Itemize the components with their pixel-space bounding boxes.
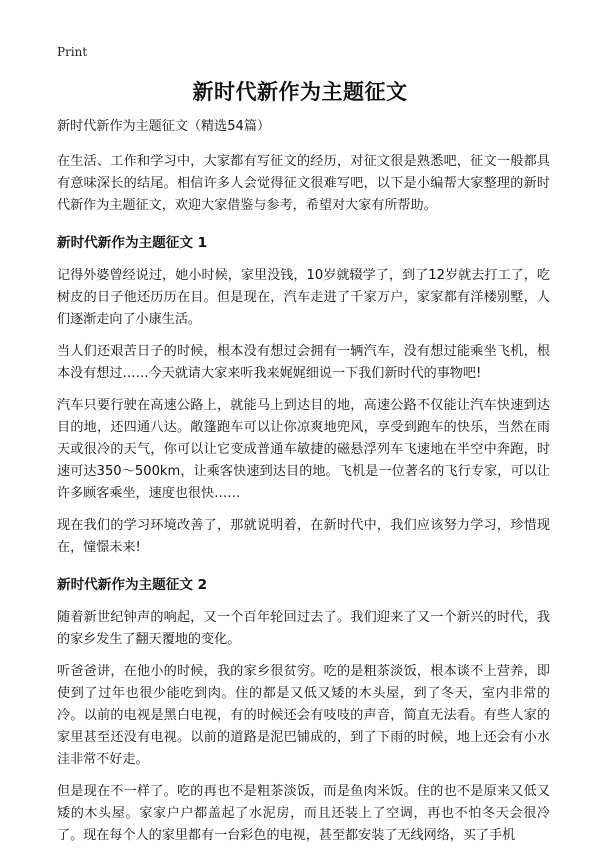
paragraph: 但是现在不一样了。吃的再也不是粗茶淡饭，而是鱼肉米饭。住的也不是原来又低又矮的木头屋。家家户户都盖起了水泥房，而且还装上了空调，再也不怕冬天会很冷了。现在每个人的家里都有一台彩色的电视，甚至都安装了无线网络，买了手机 [57,784,550,843]
paragraph: 听爸爸讲，在他小的时候，我的家乡很贫穷。吃的是粗茶淡饭，根本谈不上营养，即使到了过年也很少能吃到肉。住的都是又低又矮的木头屋，到了冬天，室内非常的冷。以前的电视是黑白电视，有的时候还会有吱吱的声音，简直无法看。有些人家的家里甚至还没有电视。以前的道路是泥巴铺成的，到了下雨的时候，地上还会有小水洼非常不好走。 [57,664,550,767]
article-body [57,116,550,857]
essay-section-1 [57,232,550,559]
page-title: 新时代新作为主题征文 [192,80,408,104]
intro-paragraph: 在生活、工作和学习中，大家都有写征文的经历，对征文很是熟悉吧，征文一般都具有意味深长的结尾。相信许多人会觉得征文很难写吧，以下是小编帮大家整理的新时代新作为主题征文，欢迎大家借鉴与参考，希望对大家有所帮助。 [57,154,550,213]
paragraph: 汽车只要行驶在高速公路上，就能马上到达目的地，高速公路不仅能让汽车快速到达目的地，还四通八达。敞篷跑车可以让你凉爽地兜风，享受到跑车的快乐，当然在雨天或很冷的天气，你可以让它变成普通车敏捷的磁悬浮列车飞速地在半空中奔跑，时速可达350～500km，让乘客快速到达目的地。飞机是一位著名的飞行专家，可以让许多顾客乘坐，速度也很快…… [57,398,550,501]
section-heading: 新时代新作为主题征文 2 [57,577,208,593]
paragraph: 随着新世纪钟声的响起，又一个百年轮回过去了。我们迎来了又一个新兴的时代，我的家乡发生了翻天覆地的变化。 [57,610,550,647]
paragraph: 现在我们的学习环境改善了，那就说明着，在新时代中，我们应该努力学习，珍惜现在，憧憬未来! [57,518,550,555]
paragraph: 记得外婆曾经说过，她小时候，家里没钱，10岁就辍学了，到了12岁就去打工了，吃树皮的日子他还历历在目。但是现在，汽车走进了千家万户，家家都有洋楼别墅，人们逐渐走向了小康生活。 [57,268,550,327]
essay-section-2 [57,574,550,847]
print-link[interactable]: Print [57,45,88,59]
section-heading: 新时代新作为主题征文 1 [57,235,208,251]
article-subtitle: 新时代新作为主题征文（精选54篇） [57,119,271,134]
paragraph: 当人们还艰苦日子的时候，根本没有想过会拥有一辆汽车，没有想过能乘坐飞机，根本没有想过……今天就请大家来听我来娓娓细说一下我们新时代的事物吧! [57,344,550,381]
